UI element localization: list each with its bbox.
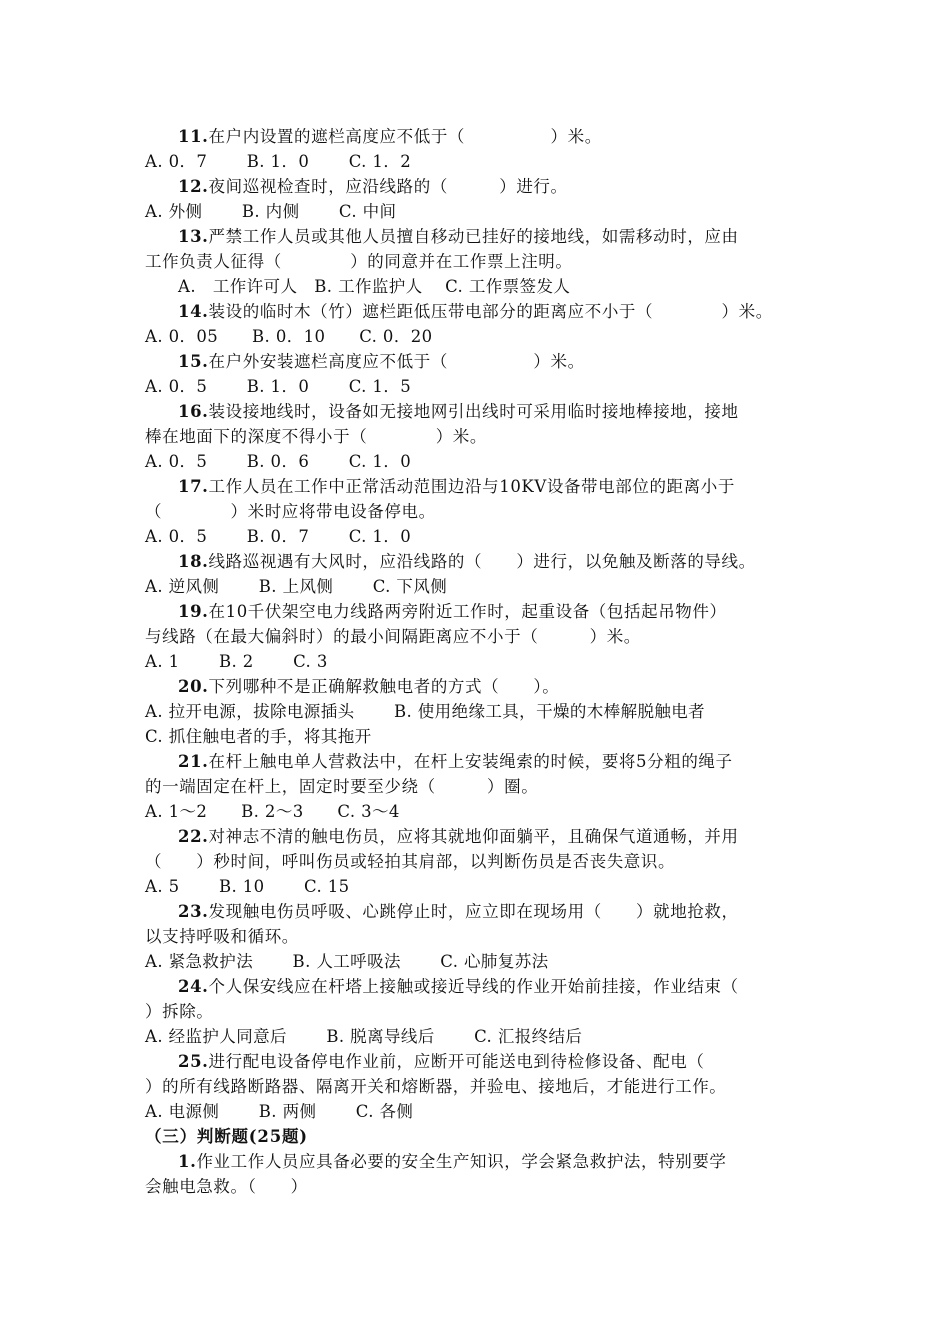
question-text: 线路巡视遇有大风时，应沿线路的（ ）进行，以免触及断落的导线。 [208, 552, 756, 571]
question-number: 25. [178, 1052, 209, 1071]
question-20-options-1: A. 拉开电源，拔除电源插头 B. 使用绝缘工具，干燥的木棒解脱触电者 [145, 702, 706, 721]
question-16-line-2: 棒在地面下的深度不得小于（ ）米。 [145, 427, 487, 446]
question-21-line-1 [178, 751, 828, 773]
question-25-line-2: ）的所有线路断路器、隔离开关和熔断器，并验电、接地后，才能进行工作。 [145, 1077, 727, 1096]
question-13-line-1 [178, 226, 828, 248]
question-19-line-2: 与线路（在最大偏斜时）的最小间隔距离应不小于（ ）米。 [145, 627, 641, 646]
question-text: 个人保安线应在杆塔上接触或接近导线的作业开始前挂接，作业结束（ [208, 977, 739, 996]
question-number: 1. [178, 1152, 197, 1171]
question-17-line-2: （ ）米时应将带电设备停电。 [145, 502, 436, 521]
question-24-options: A. 经监护人同意后 B. 脱离导线后 C. 汇报终结后 [145, 1027, 583, 1046]
question-number: 21. [178, 752, 209, 771]
question-number: 12. [178, 177, 209, 196]
question-text: 在户外安装遮栏高度应不低于（ ）米。 [208, 352, 585, 371]
question-number: 14. [178, 302, 209, 321]
question-19-options: A. 1 B. 2 C. 3 [145, 652, 328, 671]
question-text: 进行配电设备停电作业前，应断开可能送电到待检修设备、配电（ [208, 1052, 705, 1071]
question-text: 发现触电伤员呼吸、心跳停止时，应立即在现场用（ ）就地抢救， [208, 902, 739, 921]
question-22-options: A. 5 B. 10 C. 15 [145, 877, 350, 896]
question-21-options: A. 1～2 B. 2～3 C. 3～4 [145, 802, 400, 821]
question-15-line-1 [178, 351, 828, 373]
question-text: 在户内设置的遮栏高度应不低于（ ）米。 [208, 127, 602, 146]
question-text: 严禁工作人员或其他人员擅自移动已挂好的接地线，如需移动时，应由 [208, 227, 739, 246]
question-12-line-1 [178, 176, 828, 198]
section-heading: （三）判断题(25题) [145, 1127, 308, 1146]
question-13-options: A. 工作许可人 B. 工作监护人 C. 工作票签发人 [178, 277, 571, 296]
question-number: 18. [178, 552, 209, 571]
question-13-line-2: 工作负责人征得（ ）的同意并在工作票上注明。 [145, 252, 573, 271]
question-text: 夜间巡视检查时，应沿线路的（ ）进行。 [208, 177, 568, 196]
question-20-options-2: C. 抓住触电者的手，将其拖开 [145, 727, 372, 746]
question-21-line-2: 的一端固定在杆上，固定时要至少绕（ ）圈。 [145, 777, 539, 796]
question-11-options: A. 0．7 B. 1．0 C. 1．2 [145, 152, 412, 171]
question-16-line-1 [178, 401, 828, 423]
question-14-line-1 [178, 301, 828, 323]
question-24-line-1 [178, 976, 828, 998]
question-text: 工作人员在工作中正常活动范围边沿与10KV设备带电部位的距离小于 [208, 477, 735, 496]
question-number: 17. [178, 477, 209, 496]
question-18-line-1 [178, 551, 828, 573]
question-text: 装设的临时木（竹）遮栏距低压带电部分的距离应不小于（ ）米。 [208, 302, 773, 321]
question-17-line-1 [178, 476, 828, 498]
question-12-options: A. 外侧 B. 内侧 C. 中间 [145, 202, 397, 221]
question-17-options: A. 0．5 B. 0．7 C. 1．0 [145, 527, 412, 546]
question-number: 13. [178, 227, 209, 246]
question-text: 对神志不清的触电伤员，应将其就地仰面躺平，且确保气道通畅，并用 [208, 827, 739, 846]
question-22-line-2: （ ）秒时间，呼叫伤员或轻拍其肩部，以判断伤员是否丧失意识。 [145, 852, 676, 871]
question-23-line-2: 以支持呼吸和循环。 [145, 927, 299, 946]
question-16-options: A. 0．5 B. 0．6 C. 1．0 [145, 452, 412, 471]
question-22-line-1 [178, 826, 828, 848]
question-text: 作业工作人员应具备必要的安全生产知识，学会紧急救护法，特别要学 [196, 1152, 727, 1171]
question-number: 16. [178, 402, 209, 421]
question-19-line-1 [178, 601, 828, 623]
question-23-options: A. 紧急救护法 B. 人工呼吸法 C. 心肺复苏法 [145, 952, 549, 971]
question-text: 在10千伏架空电力线路两旁附近工作时，起重设备（包括起吊物件） [208, 602, 727, 621]
question-number: 15. [178, 352, 209, 371]
question-number: 23. [178, 902, 209, 921]
question-11-line-1 [178, 126, 828, 148]
question-20-line-1 [178, 676, 828, 698]
judgement-1-line-1 [178, 1151, 828, 1173]
question-18-options: A. 逆风侧 B. 上风侧 C. 下风侧 [145, 577, 448, 596]
question-text: 下列哪种不是正确解救触电者的方式（ ）。 [208, 677, 560, 696]
question-25-options: A. 电源侧 B. 两侧 C. 各侧 [145, 1102, 414, 1121]
question-text: 装设接地线时，设备如无接地网引出线时可采用临时接地棒接地，接地 [208, 402, 739, 421]
question-14-options: A. 0．05 B. 0．10 C. 0．20 [145, 327, 433, 346]
question-number: 22. [178, 827, 209, 846]
question-15-options: A. 0．5 B. 1．0 C. 1．5 [145, 377, 412, 396]
question-number: 24. [178, 977, 209, 996]
judgement-1-line-2: 会触电急救。（ ） [145, 1177, 308, 1196]
question-number: 11. [178, 127, 209, 146]
question-number: 19. [178, 602, 209, 621]
question-24-line-2: ）拆除。 [145, 1002, 214, 1021]
question-23-line-1 [178, 901, 828, 923]
question-25-line-1 [178, 1051, 828, 1073]
question-text: 在杆上触电单人营救法中，在杆上安装绳索的时候，要将5分粗的绳子 [208, 752, 733, 771]
question-number: 20. [178, 677, 209, 696]
